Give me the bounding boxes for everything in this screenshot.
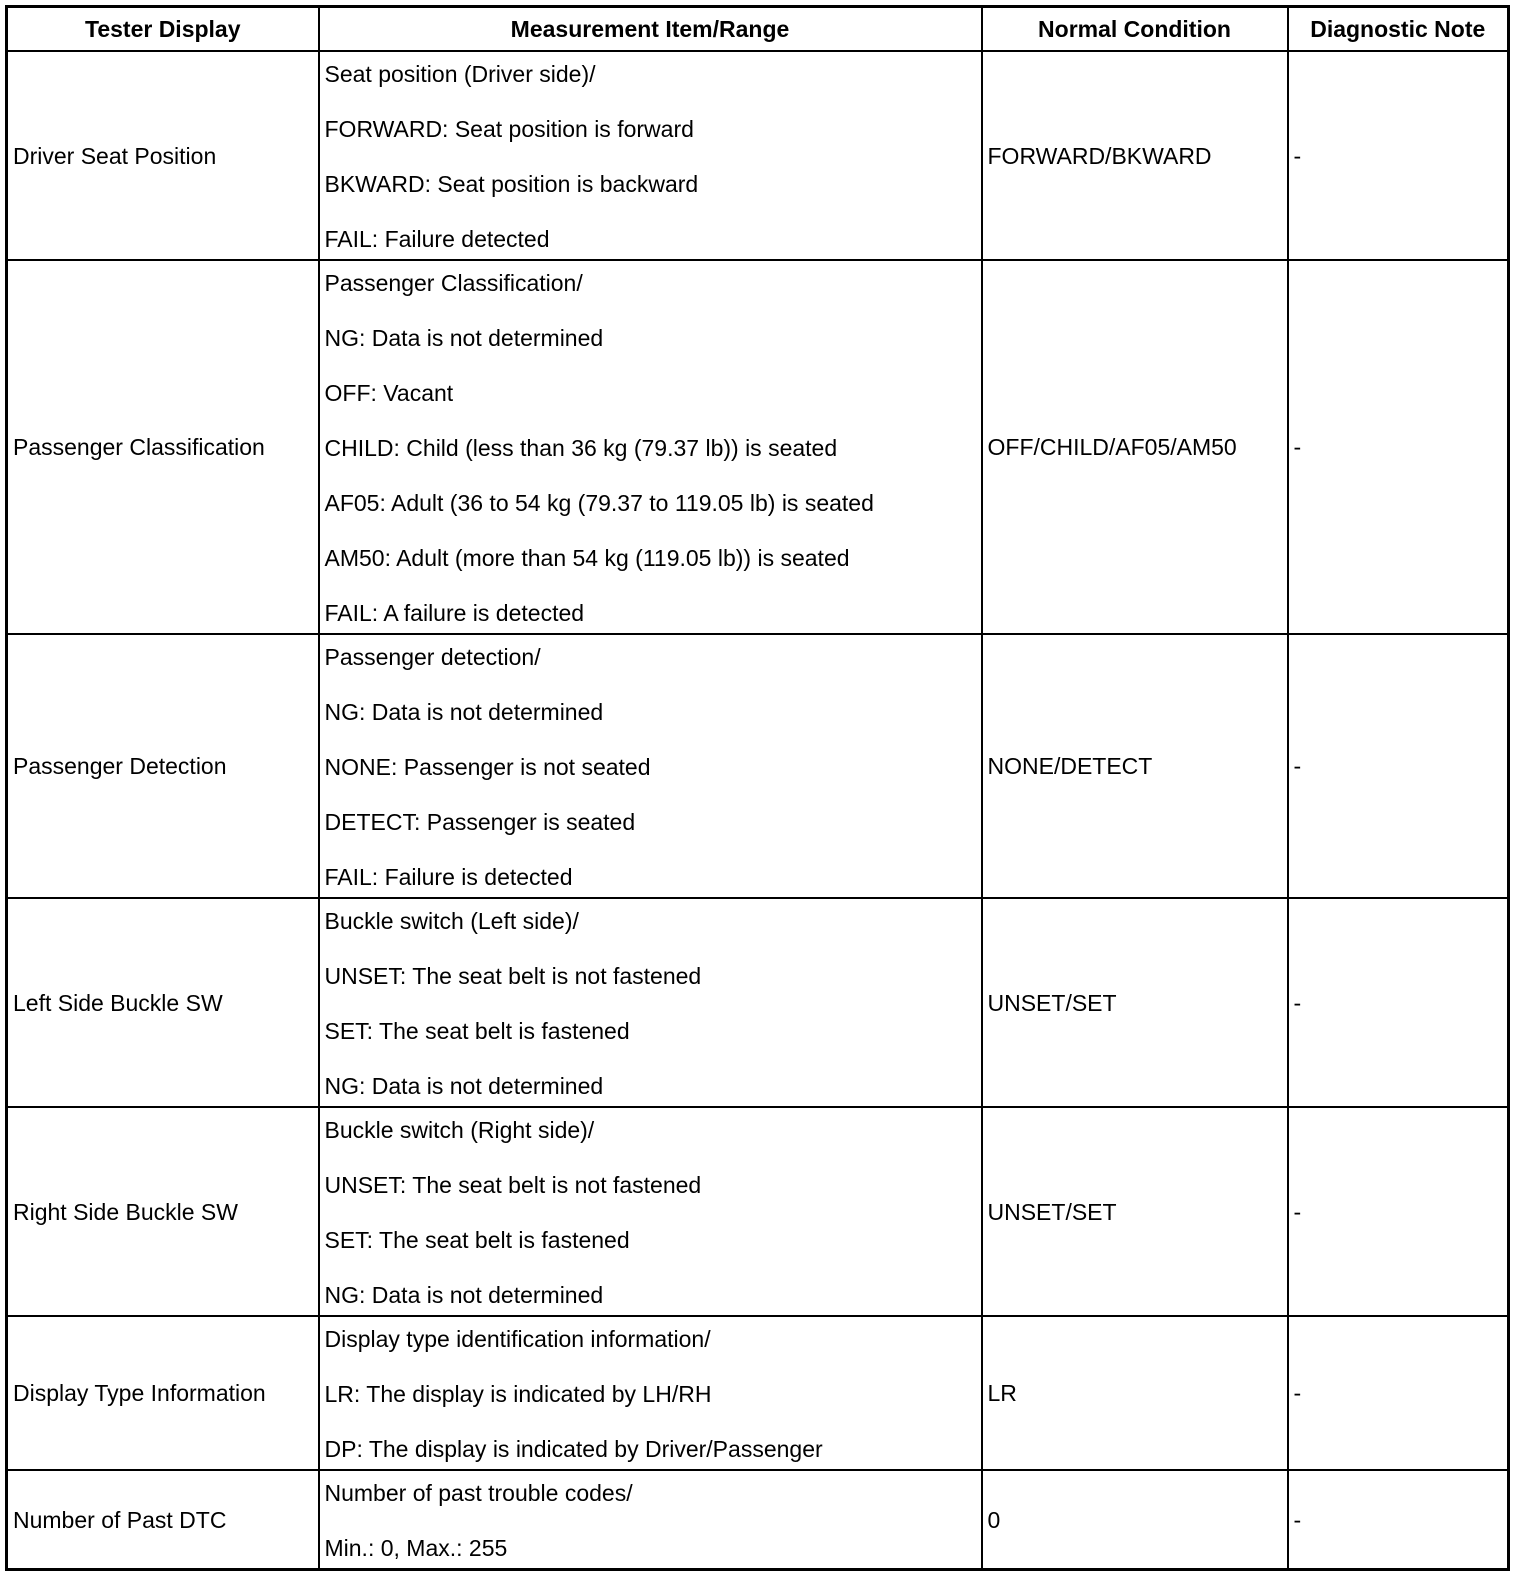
measurement-line: OFF: Vacant <box>324 380 454 406</box>
measurement-line: Buckle switch (Left side)/ <box>324 908 579 934</box>
measurement-line: UNSET: The seat belt is not fastened <box>324 963 702 989</box>
table-row <box>7 634 1509 898</box>
measurement-line: LR: The display is indicated by LH/RH <box>324 1381 712 1407</box>
diagnostic-note-cell: - <box>1288 51 1509 260</box>
tester-display-cell: Passenger Classification <box>7 260 319 634</box>
tester-display-cell: Driver Seat Position <box>7 51 319 260</box>
table-row <box>7 1107 1509 1316</box>
table-row <box>7 1316 1509 1470</box>
measurement-line: Buckle switch (Right side)/ <box>324 1117 595 1143</box>
measurement-line: FORWARD: Seat position is forward <box>324 116 694 142</box>
header-normal-condition: Normal Condition <box>982 7 1288 52</box>
measurement-line: CHILD: Child (less than 36 kg (79.37 lb)) is seated <box>324 435 838 461</box>
measurement-line: NG: Data is not determined <box>324 325 604 351</box>
diagnostic-note-cell: - <box>1288 898 1509 1107</box>
measurement-cell <box>319 898 982 1107</box>
diagnostic-note-cell: - <box>1288 1107 1509 1316</box>
measurement-cell <box>319 1316 982 1470</box>
measurement-cell <box>319 634 982 898</box>
header-diagnostic-note: Diagnostic Note <box>1288 7 1509 52</box>
measurement-line: AM50: Adult (more than 54 kg (119.05 lb)) is seated <box>324 545 850 571</box>
data-monitor-table <box>5 5 1510 1571</box>
measurement-line: Min.: 0, Max.: 255 <box>324 1535 508 1561</box>
tester-display-cell: Number of Past DTC <box>7 1470 319 1570</box>
measurement-line: NG: Data is not determined <box>324 1073 604 1099</box>
measurement-cell <box>319 1470 982 1570</box>
measurement-line: SET: The seat belt is fastened <box>324 1018 630 1044</box>
normal-condition-cell: NONE/DETECT <box>982 634 1288 898</box>
table-header <box>7 7 1509 52</box>
diagnostic-note-cell: - <box>1288 260 1509 634</box>
table-row <box>7 51 1509 260</box>
header-row <box>7 7 1509 52</box>
tester-display-cell: Right Side Buckle SW <box>7 1107 319 1316</box>
normal-condition-cell: LR <box>982 1316 1288 1470</box>
measurement-line: Passenger detection/ <box>324 644 541 670</box>
normal-condition-cell: UNSET/SET <box>982 1107 1288 1316</box>
header-tester-display: Tester Display <box>7 7 319 52</box>
measurement-line: Display type identification information/ <box>324 1326 711 1352</box>
measurement-line: UNSET: The seat belt is not fastened <box>324 1172 702 1198</box>
measurement-line: BKWARD: Seat position is backward <box>324 171 699 197</box>
measurement-cell <box>319 51 982 260</box>
diagnostic-note-cell: - <box>1288 1316 1509 1470</box>
header-measurement-item-range: Measurement Item/Range <box>319 7 982 52</box>
measurement-line: Seat position (Driver side)/ <box>324 61 596 87</box>
measurement-line: DP: The display is indicated by Driver/Passenger <box>324 1436 823 1462</box>
normal-condition-cell: OFF/CHILD/AF05/AM50 <box>982 260 1288 634</box>
measurement-line: NG: Data is not determined <box>324 1282 604 1308</box>
normal-condition-cell: FORWARD/BKWARD <box>982 51 1288 260</box>
table-row <box>7 898 1509 1107</box>
measurement-line: AF05: Adult (36 to 54 kg (79.37 to 119.05 lb) is seated <box>324 490 874 516</box>
diagnostic-note-cell: - <box>1288 1470 1509 1570</box>
tester-display-cell: Left Side Buckle SW <box>7 898 319 1107</box>
tester-display-cell: Passenger Detection <box>7 634 319 898</box>
measurement-line: SET: The seat belt is fastened <box>324 1227 630 1253</box>
measurement-line: Passenger Classification/ <box>324 270 583 296</box>
document-page <box>5 5 1510 1571</box>
diagnostic-note-cell: - <box>1288 634 1509 898</box>
normal-condition-cell: UNSET/SET <box>982 898 1288 1107</box>
measurement-line: DETECT: Passenger is seated <box>324 809 636 835</box>
measurement-line: FAIL: A failure is detected <box>324 600 585 626</box>
table-body <box>7 51 1509 1570</box>
table-row <box>7 260 1509 634</box>
measurement-line: Number of past trouble codes/ <box>324 1480 633 1506</box>
measurement-line: FAIL: Failure detected <box>324 226 550 252</box>
measurement-cell <box>319 1107 982 1316</box>
tester-display-cell: Display Type Information <box>7 1316 319 1470</box>
measurement-line: NG: Data is not determined <box>324 699 604 725</box>
measurement-line: FAIL: Failure is detected <box>324 864 573 890</box>
table-row <box>7 1470 1509 1570</box>
normal-condition-cell: 0 <box>982 1470 1288 1570</box>
measurement-line: NONE: Passenger is not seated <box>324 754 651 780</box>
measurement-cell <box>319 260 982 634</box>
